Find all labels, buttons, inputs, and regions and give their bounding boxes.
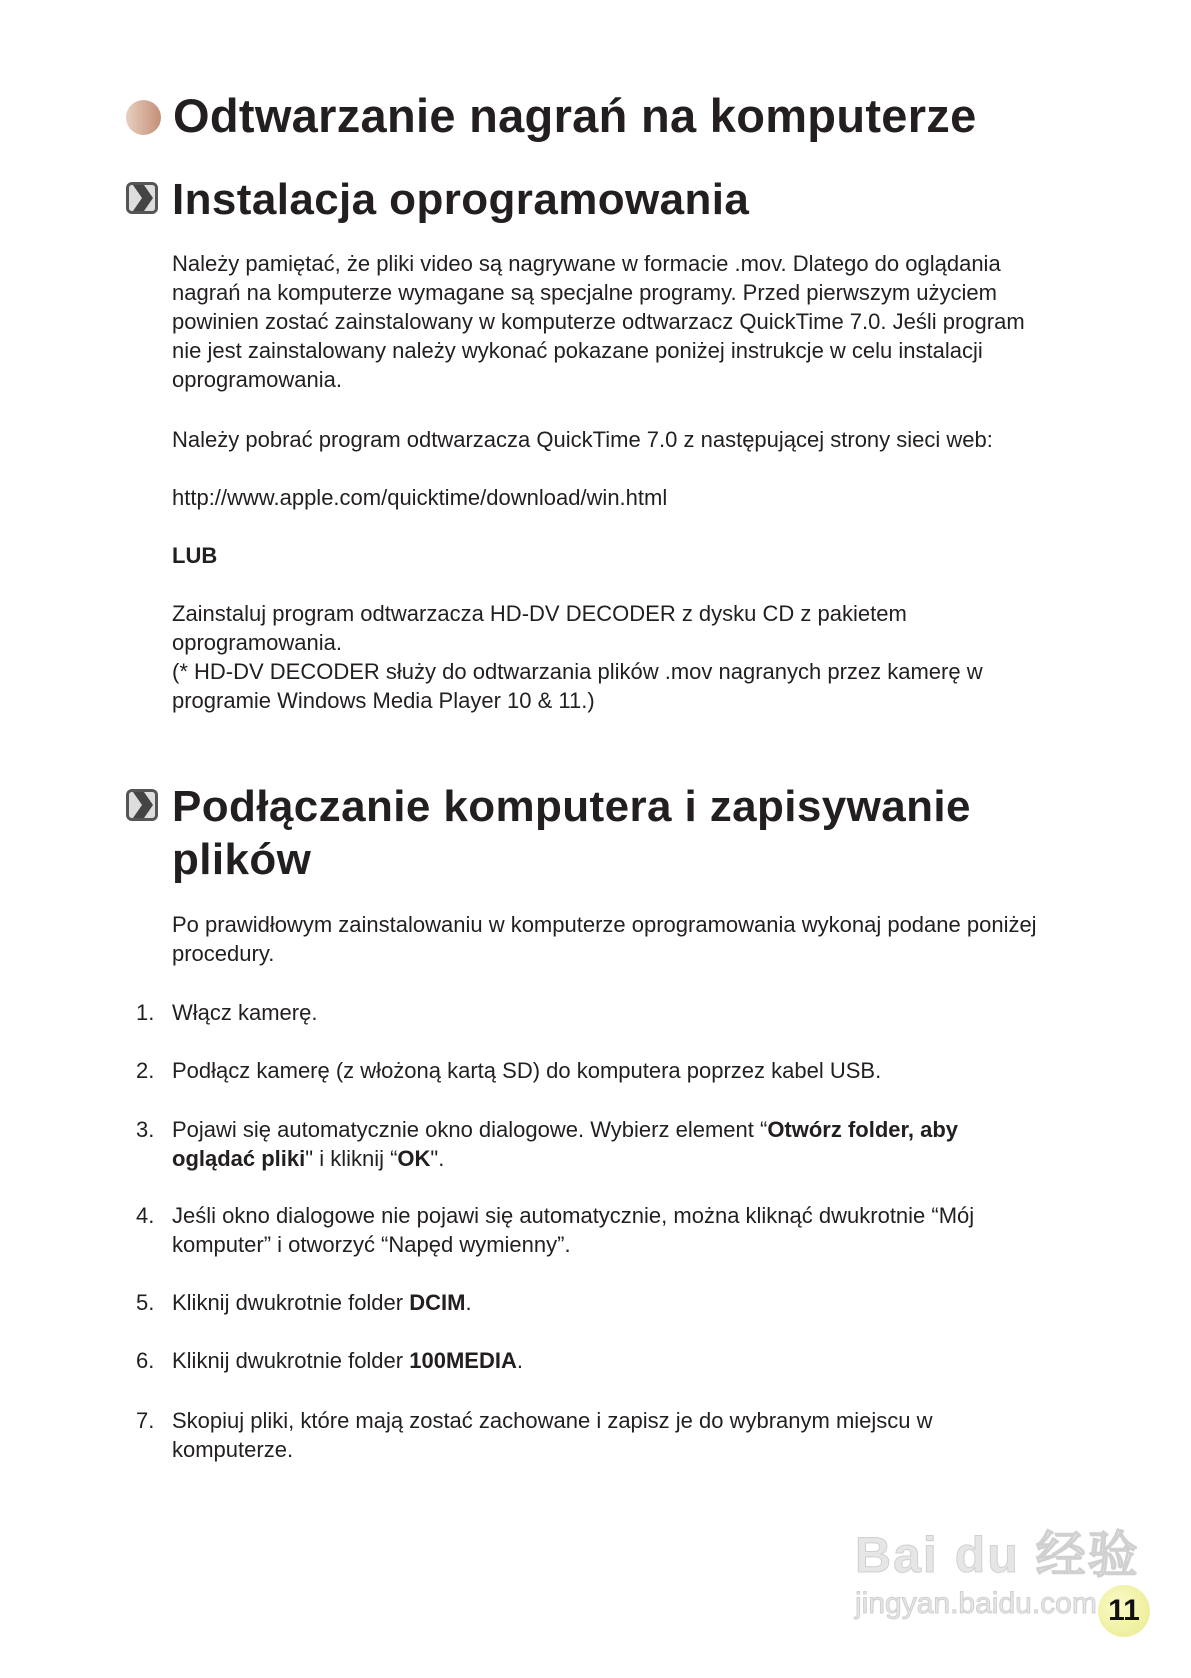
step-number: 1. [136,1000,155,1025]
step-number: 3. [136,1117,155,1142]
text: Kliknij dwukrotnie folder [172,1348,410,1373]
bullet-circle-icon [126,100,161,135]
step-text [172,1115,1032,1173]
bold-text: OK [397,1146,431,1171]
watermark-logo-text: Bai du 经验 [855,1527,1140,1583]
chevron-right-icon [126,182,158,214]
baidu-watermark [855,1515,1140,1621]
or-label: LUB [172,543,218,568]
step-text [172,1288,1032,1317]
section-heading-installation: Instalacja oprogramowania [172,175,750,224]
step-number: 6. [136,1348,155,1373]
text: Kliknij dwukrotnie folder [172,1290,410,1315]
paragraph: Należy pobrać program odtwarzacza QuickTime 7.0 z następującej strony sieci web: [172,427,993,452]
step-number: 5. [136,1290,155,1315]
watermark-url: jingyan.baidu.com [855,1587,1097,1620]
text: Pojawi się automatycznie okno dialogowe. Wybierz element “ [172,1117,768,1142]
bold-text: Otwórz folder, aby oglądać pliki [172,1117,959,1171]
download-url: http://www.apple.com/quicktime/download/win.html [172,485,668,510]
heading-line: Podłączanie komputera i zapisywanie [172,782,971,831]
paragraph-intro: Po prawidłowym zainstalowaniu w komputerze oprogramowania wykonaj podane poniżej procedury. [172,912,1037,966]
chevron-right-icon [126,789,158,821]
step-text: Jeśli okno dialogowe nie pojawi się automatycznie, można kliknąć dwukrotnie “Mój komputer” i otworzyć “Napęd wymienny”. [172,1203,975,1257]
step-number: 4. [136,1203,155,1228]
step-number: 2. [136,1058,155,1083]
text: " i kliknij “ [305,1146,398,1171]
bold-text: DCIM [409,1290,466,1315]
section-heading-connecting [172,780,971,886]
text: . [465,1290,472,1315]
step-text: Skopiuj pliki, które mają zostać zachowane i zapisz je do wybranym miejscu w komputerze. [172,1408,933,1462]
step-text: Włącz kamerę. [172,1000,318,1025]
step-text: Podłącz kamerę (z włożoną kartą SD) do komputera poprzez kabel USB. [172,1058,882,1083]
bold-text: 100MEDIA [409,1348,517,1373]
paragraph-note: (* HD-DV DECODER służy do odtwarzania plików .mov nagranych przez kamerę w programie Windows Media Player 10 & 11.) [172,659,983,713]
page-title: Odtwarzanie nagrań na komputerze [173,89,977,142]
page-number: 11 [1098,1585,1150,1637]
text: . [516,1348,523,1373]
step-number: 7. [136,1408,155,1433]
paragraph: Należy pamiętać, że pliki video są nagrywane w formacie .mov. Dlatego do oglądania nagrań na komputerze wymagane są specjalne programy. Przed pierwszym użyciem powinien zostać zainstalowany w komputerze odtwarzacz QuickTime 7.0. Jeśli program nie jest zainstalowany należy wykonać pokazane poniżej instrukcje w celu instalacji oprogramowania. [172,251,1025,392]
text: ". [430,1146,445,1171]
step-text [172,1346,1032,1375]
heading-line: plików [172,835,312,884]
paragraph: Zainstaluj program odtwarzacza HD-DV DECODER z dysku CD z pakietem oprogramowania. [172,601,907,655]
